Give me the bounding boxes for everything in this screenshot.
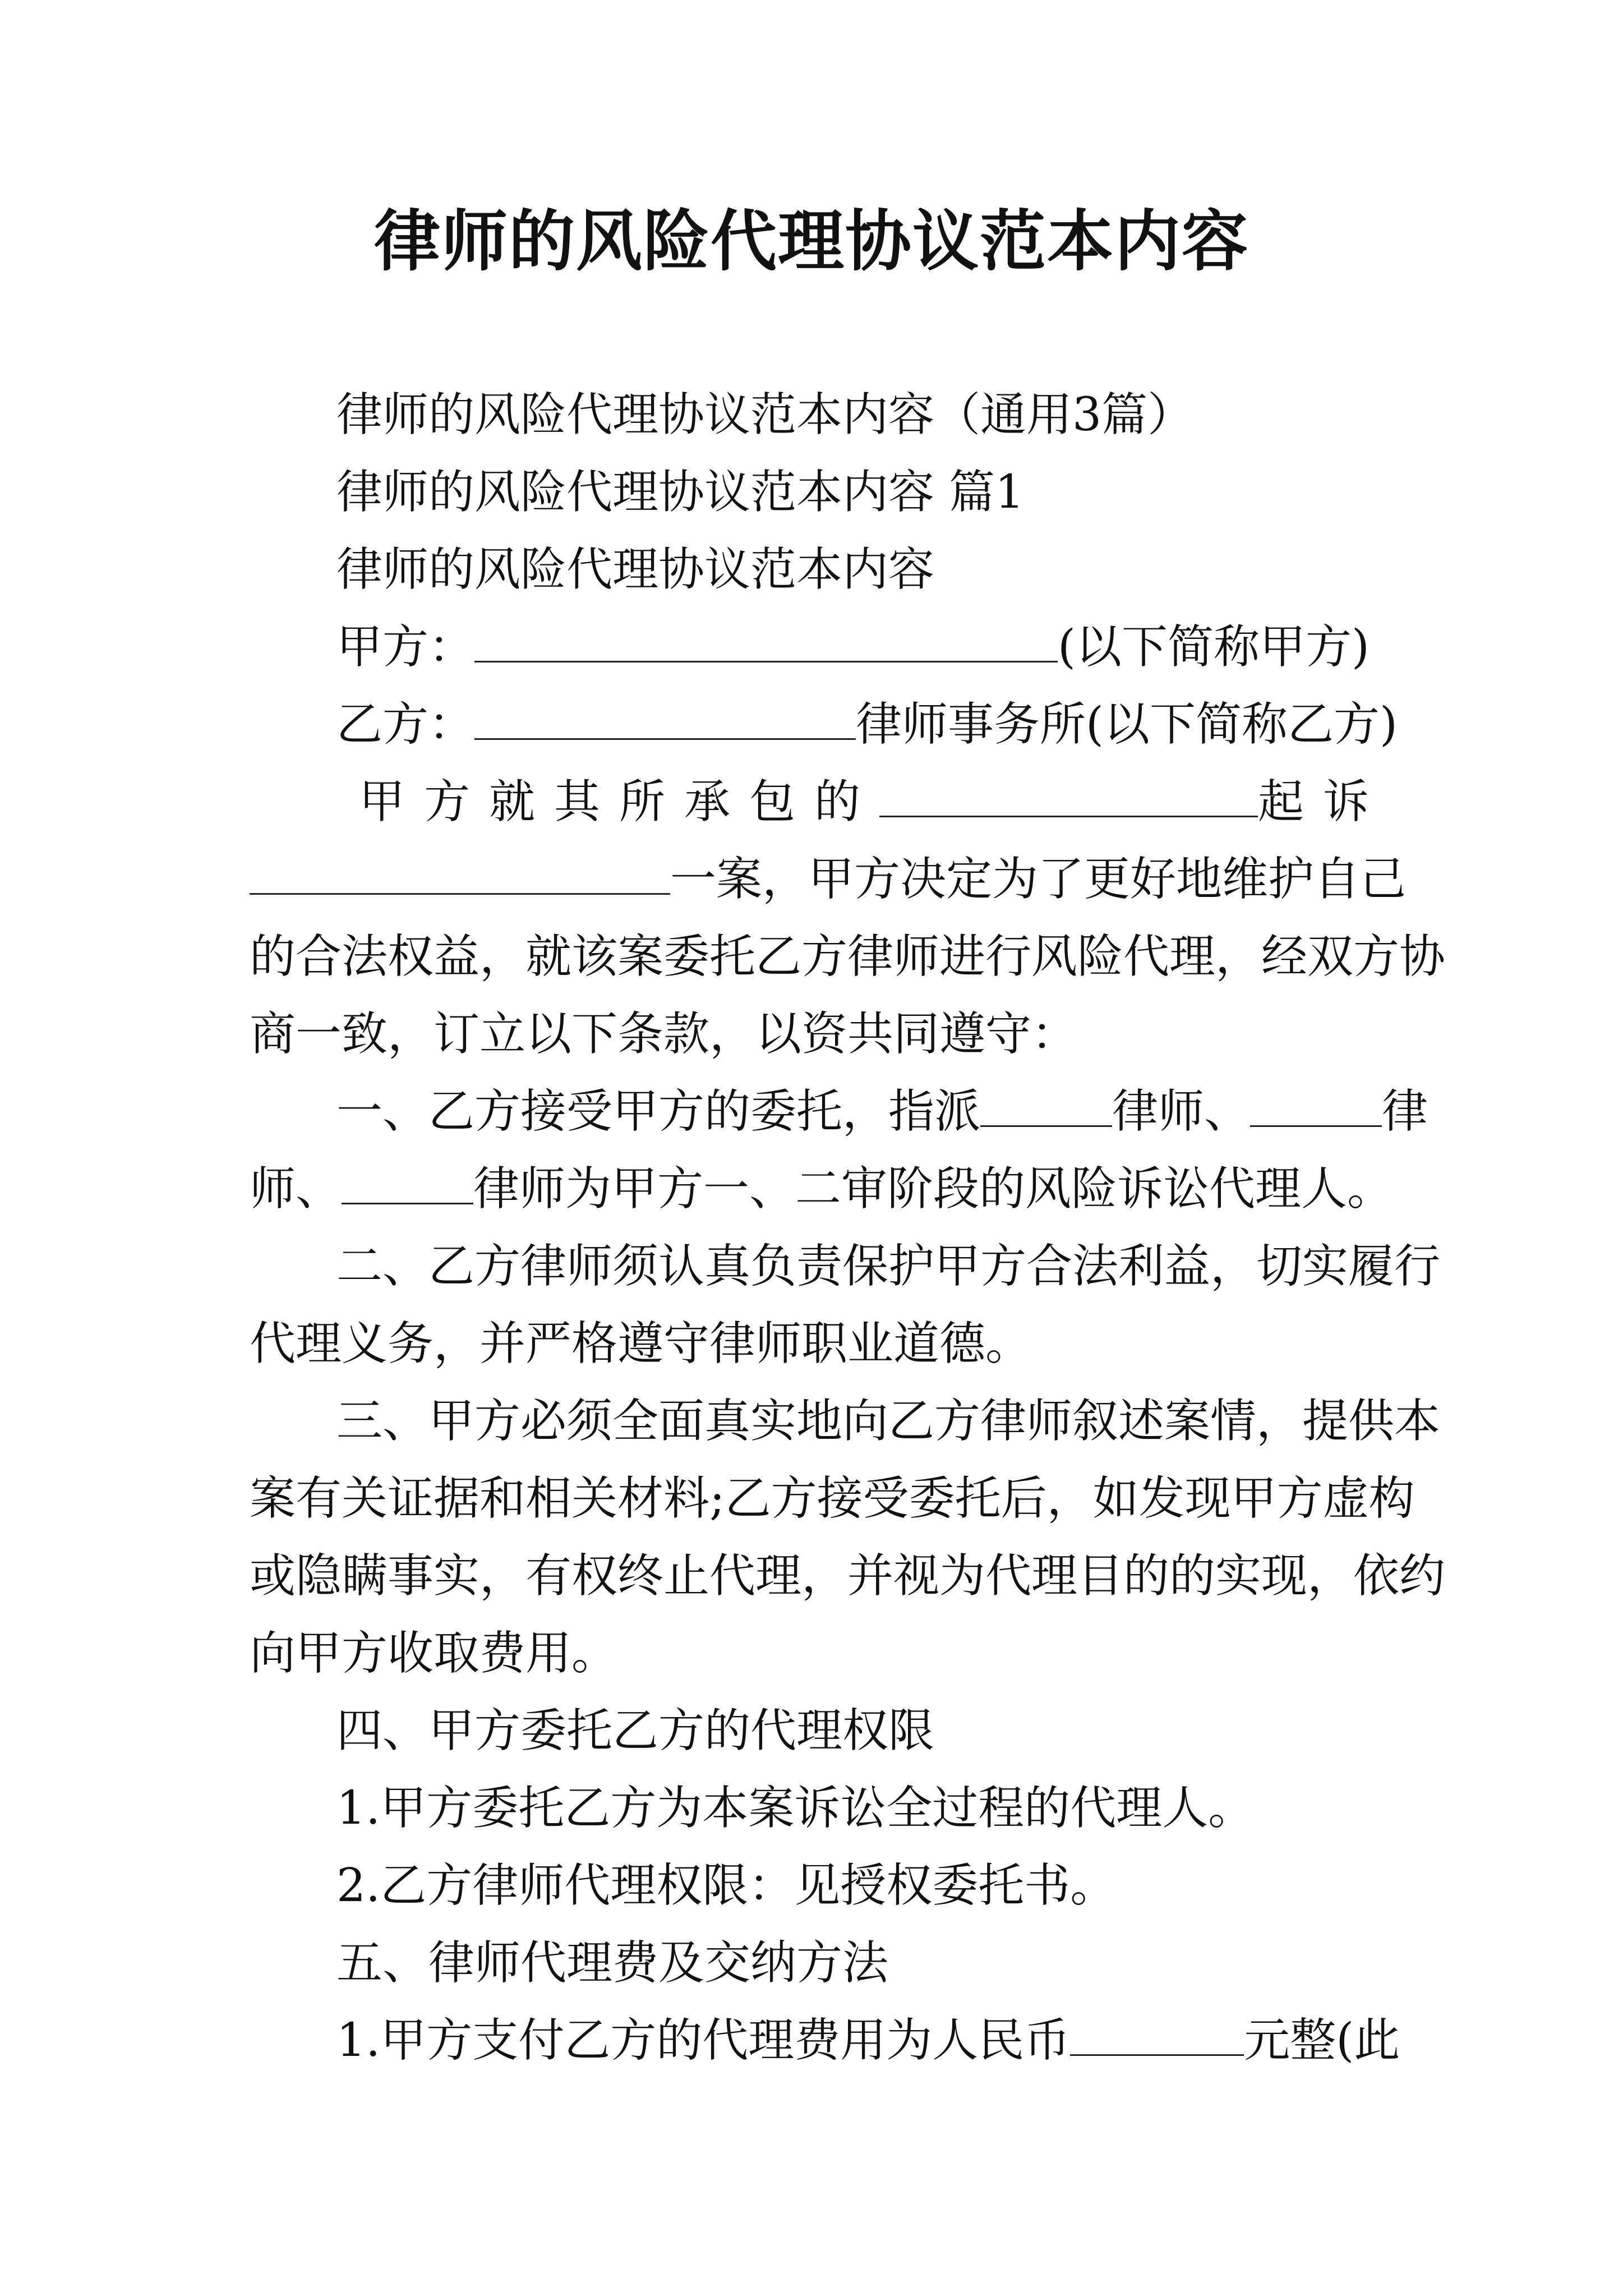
party-b-suffix: 律师事务所(以下简称乙方) <box>856 698 1398 751</box>
clause-4-item-2: 2.乙方律师代理权限：见授权委托书。 <box>336 1859 1117 1912</box>
page-title: 律师的风险代理协议范本内容 <box>374 202 1249 280</box>
clause-3-line-4: 向甲方收取费用。 <box>250 1627 618 1680</box>
clause-5-text-a: 1.甲方支付乙方的代理费用为人民币 <box>336 2014 1071 2067</box>
party-a-line <box>336 619 1402 675</box>
intro-text-1b: 起诉 <box>1257 775 1388 829</box>
intro-text-1a: 甲方就其所承包的 <box>359 775 880 829</box>
intro-line-2 <box>250 852 1407 908</box>
subtitle-plain: 律师的风险代理协议范本内容 <box>336 543 935 596</box>
fee-amount-blank <box>1070 2013 1244 2056</box>
case-name-blank <box>250 852 670 895</box>
clause-1-text-b: 律师、 <box>1112 1085 1251 1138</box>
party-a-suffix: (以下简称甲方) <box>1058 620 1370 674</box>
clause-1-text-d: 师、 <box>250 1162 342 1216</box>
subtitle-part: 律师的风险代理协议范本内容 篇1 <box>336 466 1025 519</box>
party-a-label: 甲方： <box>336 620 475 674</box>
clause-3-line-2: 案有关证据和相关材料;乙方接受委托后，如发现甲方虚构 <box>250 1472 1415 1525</box>
clause-5-heading: 五、律师代理费及交纳方法 <box>336 1936 889 1990</box>
clause-2-line-2: 代理义务，并严格遵守律师职业道德。 <box>250 1317 1032 1370</box>
clause-1-text-c: 律 <box>1382 1085 1428 1138</box>
clause-1-line-2 <box>250 1161 1394 1217</box>
party-b-line <box>336 697 1402 753</box>
lawyer-blank-3 <box>342 1161 473 1204</box>
clause-4-item-1: 1.甲方委托乙方为本案诉讼全过程的代理人。 <box>336 1782 1255 1835</box>
intro-text-2: 一案，甲方决定为了更好地维护自己 <box>670 853 1407 906</box>
intro-line-4: 商一致，订立以下条款，以资共同遵守： <box>250 1007 1078 1061</box>
clause-3-line-3: 或隐瞒事实，有权终止代理，并视为代理目的的实现，依约 <box>250 1549 1446 1603</box>
lawyer-blank-1 <box>980 1084 1112 1127</box>
clause-3-line-1: 三、甲方必须全面真实地向乙方律师叙述案情，提供本 <box>336 1395 1441 1448</box>
clause-4-heading: 四、甲方委托乙方的代理权限 <box>336 1704 935 1757</box>
clause-2-line-1: 二、乙方律师须认真负责保护甲方合法利益，切实履行 <box>336 1240 1441 1293</box>
lawyer-blank-2 <box>1250 1084 1382 1127</box>
clause-1-line-1 <box>336 1084 1428 1140</box>
case-blank <box>879 774 1258 817</box>
party-b-blank <box>474 697 856 740</box>
clause-5-item-1 <box>336 2013 1400 2069</box>
party-b-label: 乙方： <box>336 698 475 751</box>
intro-line-1 <box>359 774 1388 830</box>
clause-1-text-e: 律师为甲方一、二审阶段的风险诉讼代理人。 <box>473 1162 1394 1216</box>
clause-5-text-b: 元整(此 <box>1244 2014 1400 2067</box>
intro-line-3: 的合法权益，就该案委托乙方律师进行风险代理，经双方协 <box>250 930 1446 983</box>
clause-1-text-a: 一、乙方接受甲方的委托，指派 <box>336 1085 981 1138</box>
party-a-blank <box>474 619 1058 662</box>
subtitle-general: 律师的风险代理协议范本内容（通用3篇） <box>336 388 1194 441</box>
